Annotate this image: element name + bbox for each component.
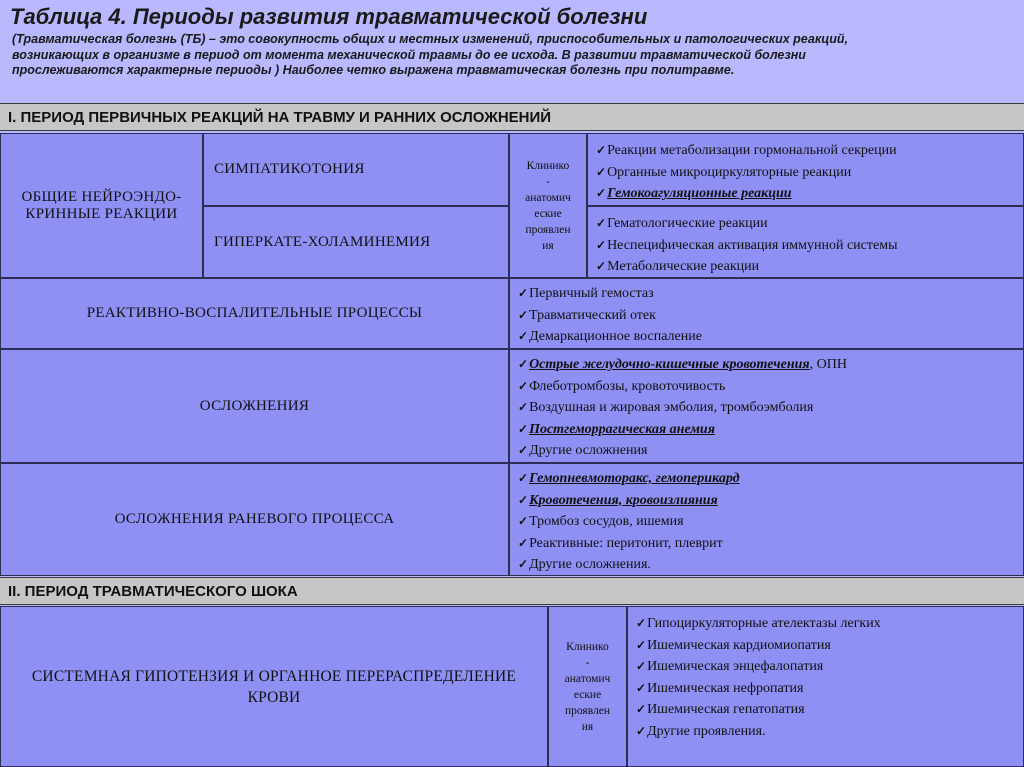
subtitle-line: возникающих в организме в период от момента механической травмы до ее исхода. В развитии травматической болезни xyxy=(12,47,806,62)
list-item-text: Гемопневмоторакс, гемоперикард xyxy=(529,471,740,486)
list-item xyxy=(518,397,1023,419)
list-item-text: Острые желудочно-кишечные кровотечения xyxy=(529,357,810,372)
checkmark-icon: ✓ xyxy=(636,702,647,716)
checkmark-icon: ✓ xyxy=(636,723,647,738)
list-item-text: Ишемическая кардиомиопатия xyxy=(647,637,831,653)
complications-label xyxy=(0,349,509,463)
list-item xyxy=(596,140,1023,162)
list-item xyxy=(636,721,1023,743)
shock-clinical-anatomical-label xyxy=(548,606,627,767)
label-line: ия xyxy=(581,720,594,733)
list-item xyxy=(518,468,1023,490)
label-line: проявлен xyxy=(564,704,610,717)
list-item xyxy=(518,283,1023,305)
label-line: Клинико xyxy=(526,159,570,172)
checkmark-icon: ✓ xyxy=(518,400,529,414)
hypercatecholaminemia-label: ГИПЕРКАТЕ-ХОЛАМИНЕМИЯ xyxy=(214,233,431,250)
list-item-text: Демаркационное воспаление xyxy=(529,329,702,344)
neuro-endocrine-label xyxy=(0,133,203,278)
list-item-text: Постгеморрагическая анемия xyxy=(529,421,715,437)
checkmark-icon: ✓ xyxy=(596,259,607,273)
checkmark-icon: ✓ xyxy=(518,535,529,550)
checkmark-icon: ✓ xyxy=(518,492,529,507)
subtitle-line: прослеживаются характерные периоды ) Наиболее четко выражена травматическая болезнь при политравме. xyxy=(12,63,735,77)
list-item-text: Травматический отек xyxy=(529,307,656,323)
sympathicotonia-cell xyxy=(203,133,509,206)
label-line: - xyxy=(546,175,550,188)
clinical-anatomical-label xyxy=(509,133,587,278)
list-item-text: Ишемическая энцефалопатия xyxy=(647,659,824,674)
list-item-text: Ишемическая гепатопатия xyxy=(647,702,805,717)
list-item xyxy=(518,440,1023,462)
wound-complications-label xyxy=(0,463,509,576)
list-item-text: Флеботромбозы, кровоточивость xyxy=(529,378,726,394)
list-item-suffix: , ОПН xyxy=(809,357,847,372)
complications-list xyxy=(509,349,1024,463)
reactive-inflammatory-list xyxy=(509,278,1024,349)
checkmark-icon: ✓ xyxy=(518,329,529,343)
list-item-text: Метаболические реакции xyxy=(607,259,760,274)
list-item xyxy=(518,354,1023,376)
list-item-text: Ишемическая нефропатия xyxy=(647,680,804,696)
hypercatecholaminemia-cell xyxy=(203,206,509,278)
label-line: Клинико xyxy=(566,640,609,653)
list-item-text: Гипоциркуляторные ателектазы легких xyxy=(647,616,881,631)
checkmark-icon: ✓ xyxy=(636,616,647,630)
wound-complications-text: ОСЛОЖНЕНИЯ РАНЕВОГО ПРОЦЕССА xyxy=(114,511,395,527)
list-item xyxy=(636,699,1023,721)
list-item-text: Другие осложнения xyxy=(529,443,648,458)
list-item-text: Воздушная и жировая эмболия, тромбоэмболия xyxy=(529,400,814,415)
list-item xyxy=(596,162,1023,184)
checkmark-icon: ✓ xyxy=(518,443,529,457)
label-line: КРОВИ xyxy=(247,688,301,706)
subtitle-line: (Травматическая болезнь (ТБ) – это совокупность общих и местных изменений, приспособительных и патологических реакций, xyxy=(12,32,849,46)
neuro-manifestations-top xyxy=(587,133,1024,206)
label-line: ия xyxy=(542,239,554,252)
sympathicotonia-label: СИМПАТИКОТОНИЯ xyxy=(214,161,365,177)
checkmark-icon: ✓ xyxy=(596,143,607,157)
list-item-text: Реактивные: перитонит, плеврит xyxy=(529,535,723,551)
label-line: анатомич xyxy=(564,672,611,685)
label-line: анатомич xyxy=(525,191,571,204)
list-item xyxy=(596,183,1023,205)
label-line: проявлен xyxy=(525,223,571,236)
shock-manifestations-list xyxy=(627,606,1024,767)
list-item xyxy=(636,613,1023,635)
list-item-text: Гематологические реакции xyxy=(607,216,768,231)
checkmark-icon: ✓ xyxy=(518,514,529,528)
label-line: СИСТЕМНАЯ ГИПОТЕНЗИЯ И ОРГАННОЕ ПЕРЕРАСПРЕДЕЛЕНИЕ xyxy=(31,667,517,685)
checkmark-icon: ✓ xyxy=(596,164,607,179)
page-header xyxy=(0,0,1024,100)
period-2-heading: II. ПЕРИОД ТРАВМАТИЧЕСКОГО ШОКА xyxy=(0,577,1024,605)
list-item-text: Другие осложнения. xyxy=(529,557,651,572)
checkmark-icon: ✓ xyxy=(636,680,647,695)
list-item xyxy=(518,326,1023,348)
list-item-text: Первичный гемостаз xyxy=(529,286,654,301)
list-item xyxy=(518,305,1023,327)
list-item xyxy=(518,554,1023,576)
page-title: Таблица 4. Периоды развития травматической болезни xyxy=(10,4,648,29)
checkmark-icon: ✓ xyxy=(636,659,647,673)
checkmark-icon: ✓ xyxy=(596,186,607,200)
list-item-text: Другие проявления. xyxy=(647,723,766,739)
checkmark-icon: ✓ xyxy=(518,378,529,393)
list-item xyxy=(596,256,1023,278)
list-item xyxy=(518,511,1023,533)
checkmark-icon: ✓ xyxy=(518,557,529,571)
list-item xyxy=(518,376,1023,398)
list-item xyxy=(518,533,1023,555)
list-item xyxy=(518,419,1023,441)
label-line: ОБЩИЕ НЕЙРОЭНДО- xyxy=(21,188,182,205)
checkmark-icon: ✓ xyxy=(518,421,529,436)
checkmark-icon: ✓ xyxy=(518,286,529,300)
list-item-text: Реакции метаболизации гормональной секреции xyxy=(607,143,897,158)
checkmark-icon: ✓ xyxy=(518,307,529,322)
neuro-manifestations-bottom xyxy=(587,206,1024,278)
reactive-inflammatory-text: РЕАКТИВНО-ВОСПАЛИТЕЛЬНЫЕ ПРОЦЕССЫ xyxy=(86,305,423,321)
label-line: еские xyxy=(573,688,602,701)
list-item-text: Гемокоагуляционные реакции xyxy=(607,186,792,201)
checkmark-icon: ✓ xyxy=(596,237,607,252)
reactive-inflammatory-label xyxy=(0,278,509,349)
list-item-text: Органные микроциркуляторные реакции xyxy=(607,164,852,180)
list-item-text: Кровотечения, кровоизлияния xyxy=(529,492,718,508)
checkmark-icon: ✓ xyxy=(636,637,647,652)
systemic-hypotension-label xyxy=(0,606,548,767)
list-item-text: Неспецифическая активация иммунной системы xyxy=(607,237,898,253)
list-item xyxy=(596,235,1023,257)
list-item xyxy=(636,678,1023,700)
label-line: еские xyxy=(534,207,562,220)
checkmark-icon: ✓ xyxy=(518,471,529,485)
list-item xyxy=(596,213,1023,235)
page-subtitle xyxy=(12,32,1016,79)
list-item xyxy=(518,490,1023,512)
list-item xyxy=(636,635,1023,657)
list-item-text: Тромбоз сосудов, ишемия xyxy=(529,514,684,529)
complications-text: ОСЛОЖНЕНИЯ xyxy=(199,397,310,414)
checkmark-icon: ✓ xyxy=(596,216,607,230)
period-1-heading: I. ПЕРИОД ПЕРВИЧНЫХ РЕАКЦИЙ НА ТРАВМУ И РАННИХ ОСЛОЖНЕНИЙ xyxy=(0,103,1024,131)
wound-complications-list xyxy=(509,463,1024,576)
checkmark-icon: ✓ xyxy=(518,357,529,371)
label-line: КРИННЫЕ РЕАКЦИИ xyxy=(25,205,178,222)
list-item xyxy=(636,656,1023,678)
label-line: - xyxy=(585,656,590,669)
